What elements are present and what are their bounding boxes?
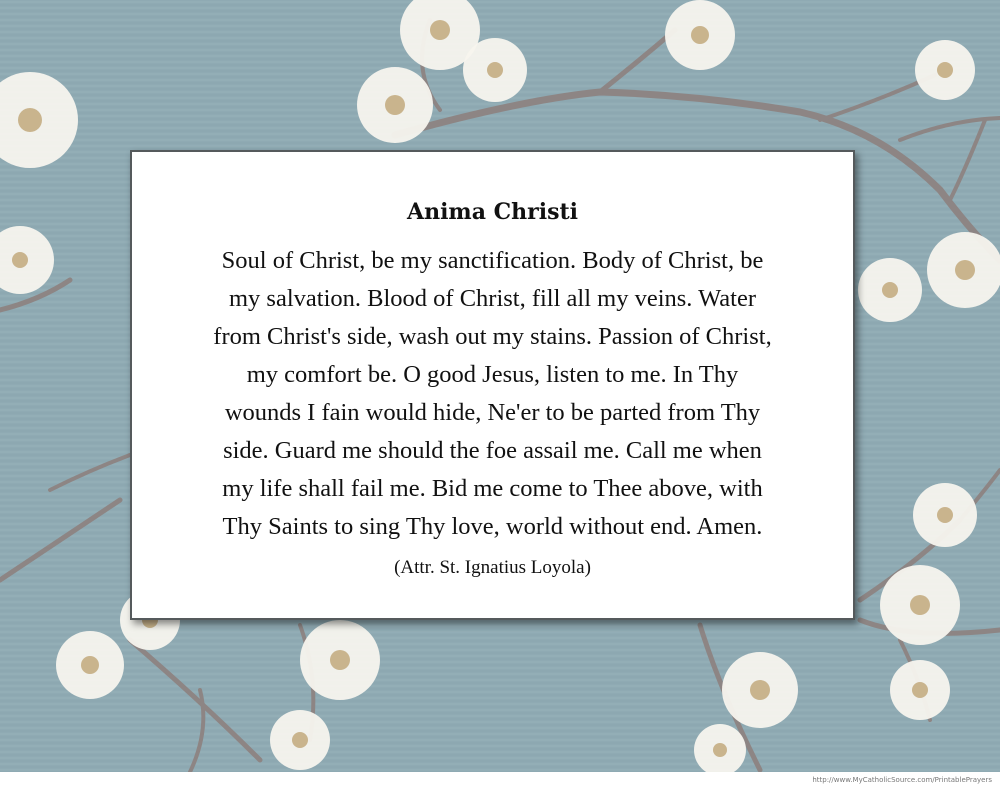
blossom: [463, 38, 527, 102]
blossom: [913, 483, 977, 547]
footer-url: http://www.MyCatholicSource.com/PrintablePrayers: [812, 776, 992, 784]
blossom: [665, 0, 735, 70]
blossom: [890, 660, 950, 720]
attribution: (Attr. St. Ignatius Loyola): [394, 557, 591, 578]
blossom: [357, 67, 433, 143]
blossom: [880, 565, 960, 645]
prayer-title: Anima Christi: [407, 199, 578, 225]
blossom: [858, 258, 922, 322]
blossom: [56, 631, 124, 699]
blossom: [300, 620, 380, 700]
prayer-line: my comfort be. O good Jesus, listen to me. In Thy: [246, 361, 739, 388]
prayer-text: [162, 242, 823, 546]
prayer-card: [130, 150, 855, 620]
prayer-line: my salvation. Blood of Christ, fill all my veins. Water: [229, 285, 756, 312]
prayer-line: from Christ's side, wash out my stains. Passion of Christ,: [213, 323, 772, 350]
blossom: [915, 40, 975, 100]
prayer-line: side. Guard me should the foe assail me. Call me when: [223, 437, 762, 464]
prayer-line: Thy Saints to sing Thy love, world without end. Amen.: [222, 513, 763, 540]
prayer-line: my life shall fail me. Bid me come to Thee above, with: [222, 475, 763, 502]
blossom: [270, 710, 330, 770]
blossom: [722, 652, 798, 728]
prayer-line: wounds I fain would hide, Ne'er to be parted from Thy: [224, 399, 761, 426]
prayer-line: Soul of Christ, be my sanctification. Body of Christ, be: [221, 247, 764, 274]
blossom: [927, 232, 1000, 308]
